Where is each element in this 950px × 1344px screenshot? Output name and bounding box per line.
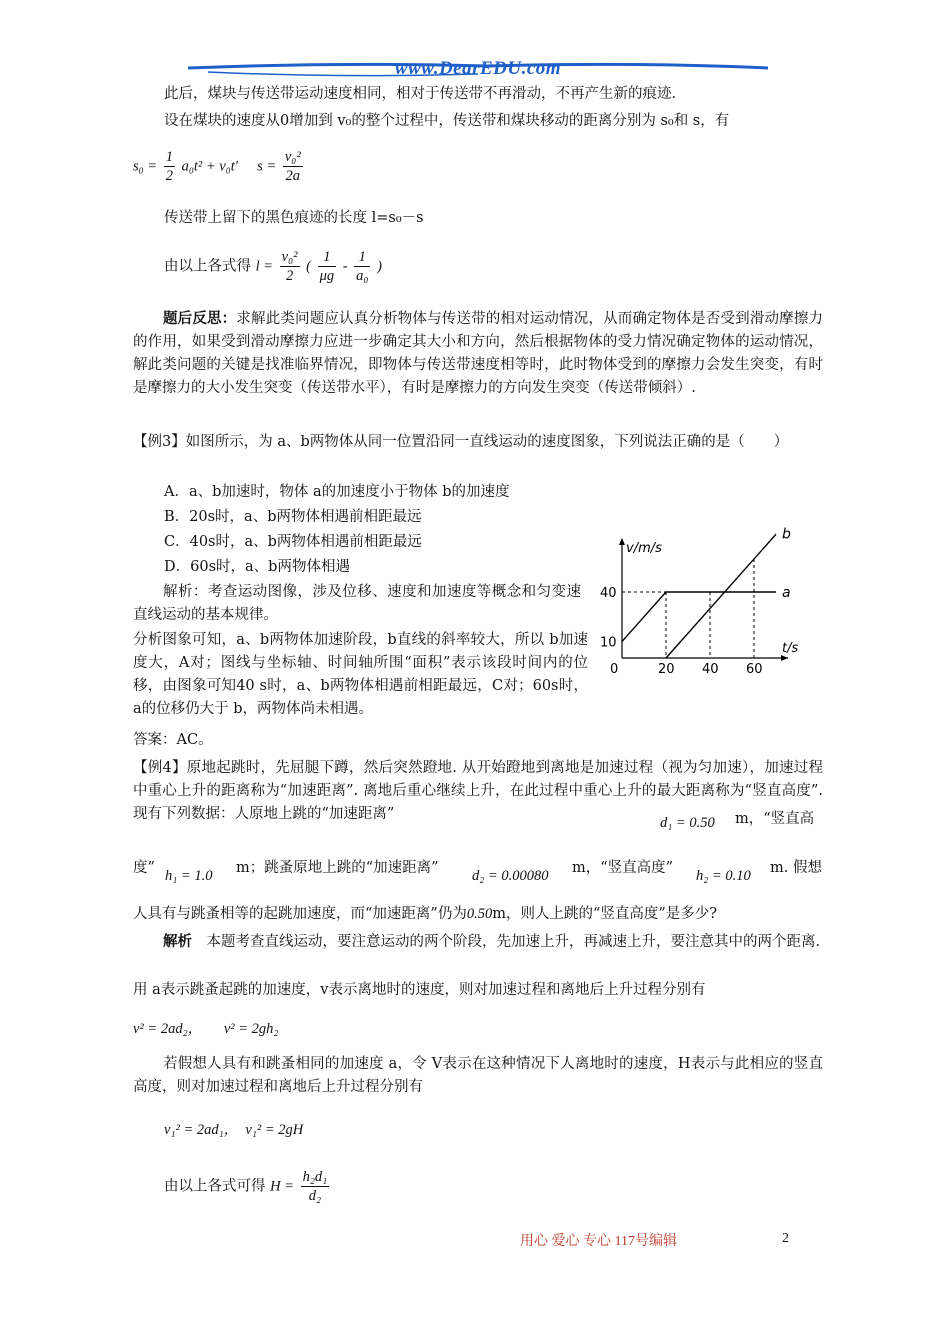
- footer-note: 用心 爱心 专心 117号编辑: [520, 1234, 677, 1249]
- eq2-frac-3: [354, 248, 370, 285]
- para-2: 设在煤块的速度从0增加到 v₀的整个过程中，传送带和煤块移动的距离分别为 s₀和 s，有: [164, 113, 730, 129]
- x-axis-label: t/s: [782, 641, 799, 656]
- equation-2: 由以上各式得 l = $\frac{\text{v₀²}}{2}$ ( $\frac{1}{\mu g}$ - $\frac{1}{\text{a₀}}$ ): [164, 249, 382, 284]
- example4-title: 【例4】: [133, 760, 187, 776]
- y-axis-arrow: [619, 538, 625, 545]
- eq1-mid: a₀t² + v₀t′: [181, 158, 238, 175]
- reflection-paragraph: [133, 307, 823, 400]
- velocity-time-chart: [590, 480, 820, 680]
- example4-analysis-title: 解析: [163, 933, 192, 950]
- example4-text-3d: m. 假想: [770, 860, 822, 876]
- example4-text-5: 用 a表示跳蚤起跳的加速度，v表示离地时的速度，则对加速过程和离地后上升过程分别有: [133, 982, 706, 998]
- example4-text-6: 若假想人具有和跳蚤相同的加速度 a，令 V表示在这种情况下人离地时的速度，H表示与此相应的竖直高度，则对加速过程和离地后上升过程分别有: [133, 1056, 823, 1095]
- value-050: 0.50: [466, 906, 493, 922]
- eq5-den: d₂: [308, 1188, 322, 1204]
- eq1-frac-num: 1: [165, 149, 173, 165]
- example3-option-d: D．60s时，a、b两物体相遇: [164, 559, 350, 575]
- equation-1: [133, 148, 305, 185]
- eq2-prefix: 由以上各式得: [164, 258, 251, 275]
- y-tick-label: 40: [600, 586, 617, 601]
- eq2-minus: -: [342, 258, 348, 275]
- eq5-lhs: H =: [270, 1178, 294, 1195]
- example3-title: 【例3】: [133, 434, 186, 450]
- page-number: 2: [782, 1231, 789, 1246]
- example3-question-text: 如图所示，为 a、b两物体从同一位置沿同一直线运动的速度图象，下列说法正确的是（ ）: [185, 434, 789, 450]
- eq5-frac: [301, 1168, 330, 1205]
- y-tick-label: 10: [600, 635, 617, 651]
- example4-paragraph: [133, 757, 823, 826]
- series-line-a: [622, 592, 776, 642]
- example4-analysis-text: 本题考查直线运动，要注意运动的两个阶段，先加速上升，再减速上升，要注意其中的两个距离.: [206, 934, 821, 950]
- series-label-b: b: [782, 526, 791, 543]
- header-logo: [188, 56, 768, 86]
- example4-text-4a: 人具有与跳蚤相等的起跳加速度，而“加速距离”仍为: [133, 906, 467, 922]
- para-3: 传送带上留下的黑色痕迹的长度 l=s₀－s: [164, 210, 424, 226]
- eq2-num3: 1: [354, 248, 370, 267]
- x-tick-label: 20: [658, 662, 675, 677]
- equation-4: v₁² = 2ad₁， v₁² = 2gH: [164, 1122, 304, 1138]
- eq1-frac: [164, 148, 175, 185]
- h2-value: h₂ = 0.10: [696, 868, 751, 884]
- example3-analysis-1: 解析：考查运动图像，涉及位移、速度和加速度等概念和匀变速直线运动的基本规律。: [133, 584, 581, 623]
- eq2-lhs: l =: [255, 258, 274, 275]
- x-tick-label: 40: [702, 662, 719, 677]
- reflection-text: 求解此类问题应认真分析物体与传送带的相对运动情况，从而确定物体是否受到滑动摩擦力的作用，如果受到滑动摩擦力应进一步确定其大小和方向，然后根据物体的受力情况确定物体的运动情况，解此类问题的关键是找准临界情况，即物体与传送带速度相等时，此时物体受到的摩擦力会发生突变，有时是摩擦力的大小发生突变（传送带水平），有时是摩擦力的方向发生突变（传送带倾斜）.: [133, 311, 824, 396]
- example4-text-7: 由以上各式可得: [164, 1178, 266, 1195]
- eq1-s-den: 2a: [285, 168, 300, 184]
- example4-text-4: [133, 902, 717, 923]
- example4-text-4b: m，则人上跳的“竖直高度”是多少?: [492, 906, 718, 922]
- example4-text-2a: m，“竖直高: [735, 811, 815, 827]
- eq2-den1: 2: [285, 268, 294, 284]
- x-tick-label: 60: [746, 662, 763, 677]
- series-label-a: a: [782, 585, 791, 601]
- d1-value: d₁ = 0.50: [660, 815, 715, 831]
- eq1-s-frac: [283, 148, 303, 185]
- d2-value: d₂ = 0.00080: [472, 868, 549, 884]
- x-tick-label: 0: [610, 662, 619, 677]
- h1-value: h₁ = 1.0: [165, 868, 213, 884]
- example4-analysis: [133, 930, 823, 954]
- eq2-num1: v₀²: [281, 249, 298, 265]
- y-axis-label: v/m/s: [626, 541, 662, 556]
- example4-text-1: 原地起跳时，先屈腿下蹲，然后突然蹬地. 从开始蹬地到离地是加速过程（视为匀加速），加速过程中重心上升的距离称为“加速距离”. 离地后重心继续上升，在此过程中重心上升的最大距离称为“竖直高度”. 现有下列数据：人原地上跳的“加速距离”: [133, 760, 823, 822]
- eq1-frac-den: 2: [165, 168, 173, 184]
- eq2-frac-1: [280, 248, 300, 285]
- series-line-b: [666, 534, 776, 658]
- eq2-num2: 1: [318, 248, 337, 267]
- example3-analysis-2: 分析图象可知，a、b两物体加速阶段，b直线的斜率较大，所以 b加速度大，A对；图线与坐标轴、时间轴所围“面积”表示该段时间内的位移，由图象可知40 s时，a、b两物体相遇前相距最远，C对；60s时，a的位移仍大于 b，两物体尚未相遇。: [133, 632, 588, 717]
- eq1-lhs: s₀ =: [133, 158, 158, 175]
- eq1-s-num: v₀²: [284, 149, 301, 165]
- example3-option-b: B．20s时，a、b两物体相遇前相距最远: [164, 509, 422, 525]
- example4-text-3b: m；跳蚤原地上跳的“加速距离”: [236, 860, 439, 876]
- example3-question: [133, 431, 823, 454]
- reflection-title: 题后反思：: [163, 310, 237, 327]
- example3-option-a: A．a、b加速时，物体 a的加速度小于物体 b的加速度: [164, 484, 510, 500]
- eq2-den3: a₀: [356, 268, 369, 284]
- example4-text-3a: 度”: [133, 860, 155, 876]
- example3-answer: 答案：AC。: [133, 732, 213, 748]
- example3-option-c: C．40s时，a、b两物体相遇前相距最远: [164, 534, 422, 550]
- equation-3: v² = 2ad₂， v² = 2gh₂: [133, 1021, 279, 1037]
- site-url[interactable]: www.DearEDU.com: [394, 58, 562, 79]
- para-1: 此后，煤块与传送带运动速度相同，相对于传送带不再滑动，不再产生新的痕迹.: [164, 86, 677, 102]
- eq2-frac-2: [318, 248, 337, 285]
- eq1-s: s =: [257, 158, 277, 175]
- equation-5: [164, 1168, 331, 1205]
- eq2-den2: μg: [319, 268, 335, 284]
- example4-text-3c: m，“竖直高度”: [572, 860, 674, 876]
- eq5-num: h₂d₁: [302, 1169, 328, 1185]
